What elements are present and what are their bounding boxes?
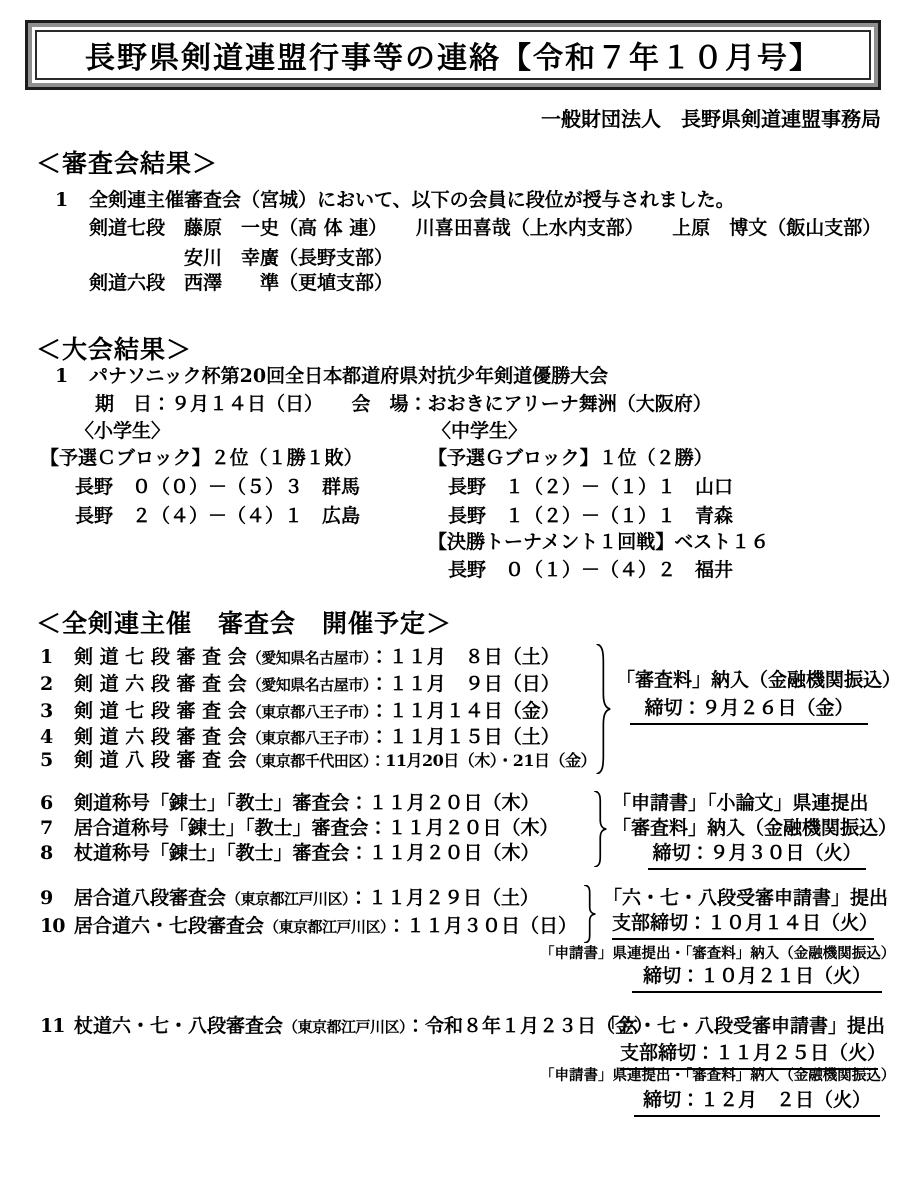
note-fee-small: 「申請書」県連提出・「審査料」納入（金融機関振込） <box>540 1067 896 1084</box>
exam-date: ：１１月２０日（木） <box>349 842 540 864</box>
title-frame-inner <box>35 30 871 80</box>
exam-date: ：１１月１５日（土） <box>369 726 560 748</box>
group-label-elementary: 〈小学生〉 <box>75 420 171 442</box>
exam-name: 杖道称号「錬士」「教士」審査会 <box>74 842 350 864</box>
schedule-row <box>40 647 560 669</box>
group-brace <box>594 644 611 774</box>
note-fee: 「審査料」納入（金融機関振込） <box>616 669 902 691</box>
schedule-row <box>40 843 540 865</box>
exam-location: （東京都江戸川区） <box>264 918 388 936</box>
exam-date: ：１１月２０日（木） <box>368 817 559 839</box>
row-number: 9 <box>40 887 54 909</box>
exam-name: 剣 道 六 段 審 査 会 <box>74 673 247 695</box>
awardee-names: 安川 幸廣（長野支部） <box>184 247 394 269</box>
row-number: 3 <box>40 700 54 722</box>
title-frame <box>25 20 881 90</box>
block-result-junior-high: 【予選Ｇブロック】１位（２勝） <box>428 447 713 469</box>
exam-results-row <box>89 273 393 295</box>
awardee-names: 藤原 一史（高 体 連） 川喜田喜哉（上水内支部） 上原 博文（飯山支部） <box>184 217 882 239</box>
rank-label: 剣道七段 <box>89 217 166 239</box>
row-number: 7 <box>40 817 54 839</box>
section-heading-schedule: ＜全剣連主催 審査会 開催予定＞ <box>36 609 453 638</box>
exam-name: 居合道称号「錬士」「教士」審査会 <box>74 817 369 839</box>
exam-location: （東京都江戸川区） <box>226 890 350 908</box>
exam-location: （東京都千代田区） <box>246 752 370 770</box>
awardee-names: 西澤 準（更埴支部） <box>184 272 394 294</box>
schedule-row <box>40 1016 653 1038</box>
exam-results-row <box>89 218 881 240</box>
tournament-name-line <box>55 366 608 388</box>
row-number: 8 <box>40 842 54 864</box>
exam-results-intro <box>55 190 735 212</box>
row-number: 11 <box>40 1015 65 1037</box>
final-round-heading: 【決勝トーナメント１回戦】ベスト１６ <box>428 531 770 553</box>
item-number: 1 <box>55 189 69 211</box>
schedule-row <box>40 888 539 910</box>
section-heading-exam-results: ＜審査会結果＞ <box>36 149 219 178</box>
exam-date: ：令和８年１月２３日（金） <box>406 1015 654 1037</box>
note-deadline: 締切：１０月２１日（火） <box>632 966 882 993</box>
group-brace <box>592 791 607 867</box>
exam-name: 居合道六・七段審査会 <box>74 915 265 937</box>
row-number: 1 <box>40 646 54 668</box>
note-deadline: 締切：９月３０日（火） <box>648 843 866 870</box>
title-frame-mid <box>32 27 874 83</box>
row-number: 5 <box>40 749 54 771</box>
rank-label: 剣道六段 <box>89 272 166 294</box>
note-deadline: 支部締切：１１月２５日（火） <box>620 1043 878 1070</box>
note-fee-small: 「申請書」県連提出・「審査料」納入（金融機関振込） <box>540 945 896 962</box>
exam-date: ：１１月１４日（金） <box>369 700 560 722</box>
schedule-row <box>40 818 559 840</box>
exam-location: （東京都八王子市） <box>246 729 370 747</box>
item-number: 1 <box>55 365 69 387</box>
exam-date: ：１１月 ８日（土） <box>369 646 560 668</box>
schedule-row <box>40 674 560 696</box>
exam-location: （愛知県名古屋市） <box>246 649 370 667</box>
row-number: 10 <box>40 915 65 937</box>
note-fee: 「審査料」納入（金融機関振込） <box>612 817 898 839</box>
tournament-name: パナソニック杯第20回全日本都道府県対抗少年剣道優勝大会 <box>89 365 609 387</box>
schedule-row <box>40 750 596 772</box>
exam-name: 杖道六・七・八段審査会 <box>74 1015 284 1037</box>
schedule-row <box>40 793 540 815</box>
exam-location: （東京都江戸川区） <box>283 1018 407 1036</box>
exam-date: ：１１月２９日（土） <box>349 887 540 909</box>
note-submission: 「六・七・八段受審申請書」提出 <box>600 1015 886 1037</box>
match-result: 長野 ２（４）－（４）１ 広島 <box>75 505 361 527</box>
section-heading-tournament: ＜大会結果＞ <box>36 335 193 364</box>
note-submission: 「申請書」「小論文」県連提出 <box>612 792 869 814</box>
tournament-date-venue: 期 日：９月１４日（日） 会 場：おおきにアリーナ舞洲（大阪府） <box>95 393 712 415</box>
exam-name: 剣 道 七 段 審 査 会 <box>74 700 247 722</box>
exam-date: ：１１月２０日（木） <box>349 792 540 814</box>
issuer-line: 一般財団法人 長野県剣道連盟事務局 <box>541 107 881 131</box>
exam-results-row <box>184 248 393 270</box>
schedule-row <box>40 701 560 723</box>
row-number: 2 <box>40 673 54 695</box>
match-result: 長野 ０（０）－（５）３ 群馬 <box>75 476 361 498</box>
exam-date: ：１１月３０日（日） <box>387 915 578 937</box>
match-result: 長野 １（２）－（１）１ 青森 <box>448 505 734 527</box>
note-submission: 「六・七・八段受審申請書」提出 <box>603 887 889 909</box>
document-title: 長野県剣道連盟行事等の連絡【令和７年１０月号】 <box>85 41 821 76</box>
exam-date: ：１１月 ９日（日） <box>369 673 560 695</box>
group-brace <box>582 885 596 943</box>
exam-results-intro-text: 全剣連主催審査会（宮城）において、以下の会員に段位が授与されました。 <box>89 189 735 211</box>
exam-name: 剣道称号「錬士」「教士」審査会 <box>74 792 350 814</box>
exam-name: 剣 道 六 段 審 査 会 <box>74 726 247 748</box>
schedule-row <box>40 916 577 938</box>
exam-date: ：11月20日（木）・21日（金） <box>369 751 597 770</box>
group-label-junior-high: 〈中学生〉 <box>432 420 528 442</box>
exam-name: 剣 道 八 段 審 査 会 <box>74 749 247 771</box>
exam-name: 居合道八段審査会 <box>74 887 227 909</box>
exam-location: （愛知県名古屋市） <box>246 676 370 694</box>
match-result: 長野 ０（１）－（４）２ 福井 <box>448 559 734 581</box>
row-number: 6 <box>40 792 54 814</box>
row-number: 4 <box>40 726 54 748</box>
exam-name: 剣 道 七 段 審 査 会 <box>74 646 247 668</box>
schedule-row <box>40 727 560 749</box>
block-result-elementary: 【予選Ｃブロック】２位（１勝１敗） <box>40 447 363 469</box>
exam-location: （東京都八王子市） <box>246 703 370 721</box>
note-deadline: 締切：１２月 ２日（火） <box>634 1090 880 1117</box>
note-deadline: 締切：９月２６日（金） <box>630 698 868 725</box>
match-result: 長野 １（２）－（１）１ 山口 <box>448 476 734 498</box>
note-deadline: 支部締切：１０月１４日（火） <box>612 913 874 940</box>
